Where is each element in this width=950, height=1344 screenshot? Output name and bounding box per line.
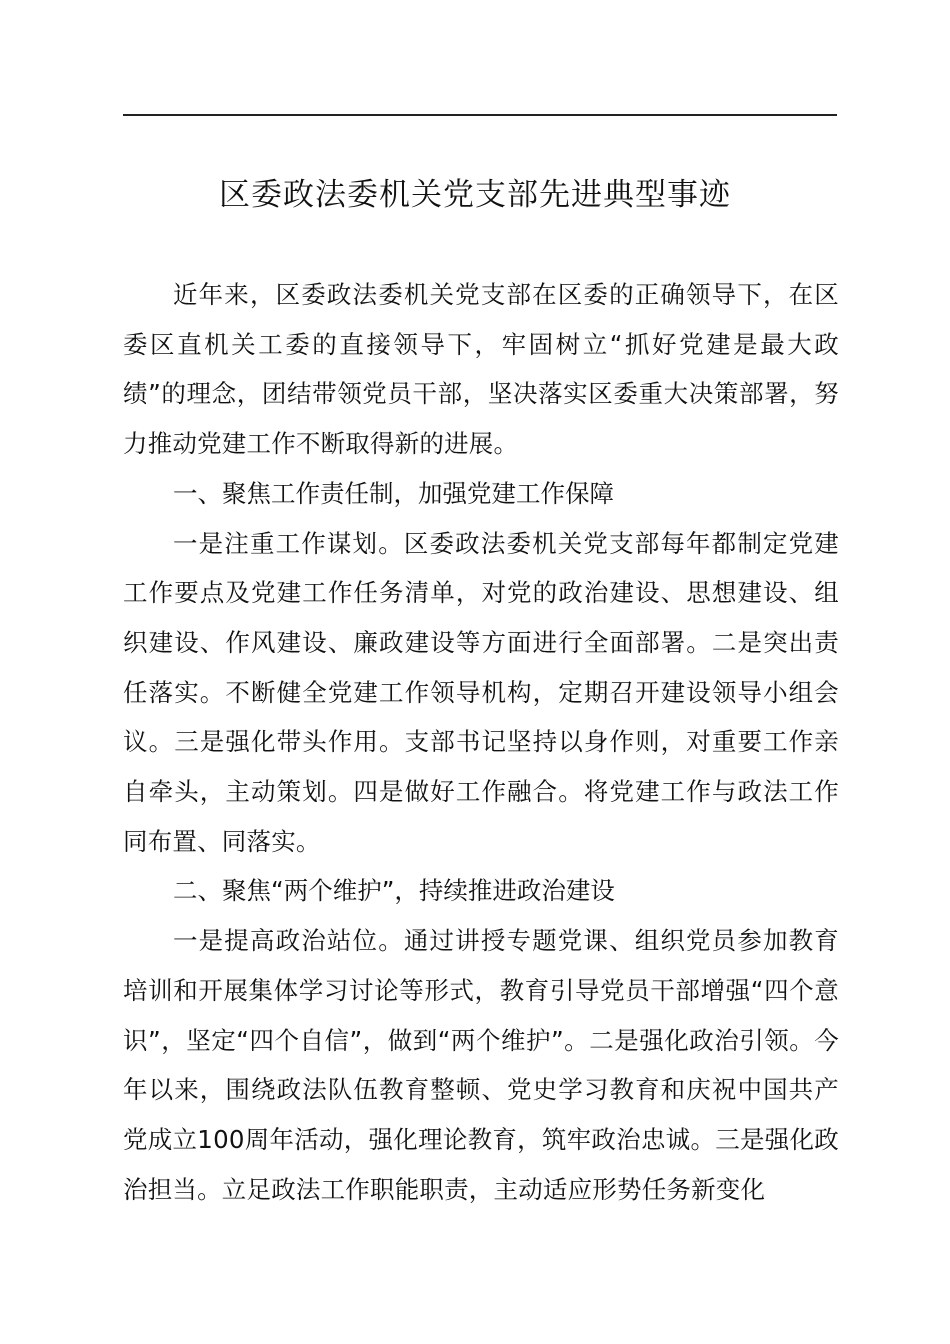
section-2-paragraph: 一是提高政治站位。通过讲授专题党课、组织党员参加教育培训和开展集体学习讨论等形式，教育引导党员干部增强“四个意识”，坚定“四个自信”，做到“两个维护”。二是强化政治引领。今年以来，围绕政法队伍教育整顿、党史学习教育和庆祝中国共产党成立100周年活动，强化理论教育，筑牢政治忠诚。三是强化政治担当。立足政法工作职能职责，主动适应形势任务新变化 [123,926,839,1204]
intro-paragraph: 近年来，区委政法委机关党支部在区委的正确领导下，在区委区直机关工委的直接领导下，牢固树立“抓好党建是最大政绩”的理念，团结带领党员干部，坚决落实区委重大决策部署，努力推动党建工作不断取得新的进展。 [123,280,839,459]
document-title: 区委政法委机关党支部先进典型事迹 [219,177,731,213]
section-2-heading: 二、聚焦“两个维护”，持续推进政治建设 [173,876,615,906]
header-rule [123,114,837,116]
section-1-paragraph: 一是注重工作谋划。区委政法委机关党支部每年都制定党建工作要点及党建工作任务清单，对党的政治建设、思想建设、组织建设、作风建设、廉政建设等方面进行全面部署。二是突出责任落实。不断健全党建工作领导机构，定期召开建设领导小组会议。三是强化带头作用。支部书记坚持以身作则，对重要工作亲自牵头，主动策划。四是做好工作融合。将党建工作与政法工作同布置、同落实。 [123,528,839,856]
section-1-heading: 一、聚焦工作责任制，加强党建工作保障 [173,478,614,508]
document-body [123,270,839,1214]
